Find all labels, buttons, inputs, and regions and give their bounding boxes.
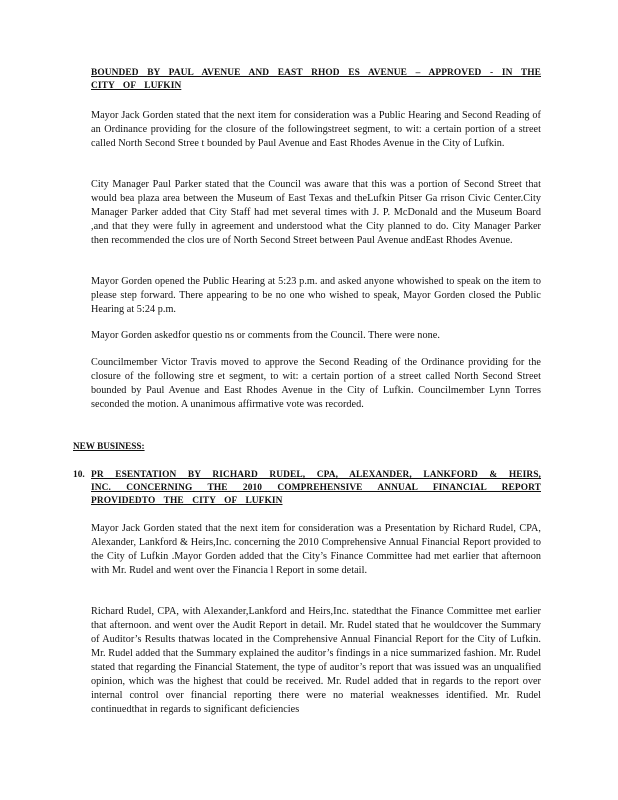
paragraph-rudel-statement: Richard Rudel, CPA, with Alexander,Lankford and Heirs,Inc. statedthat the Finance Committee met earlier that afternoon. and went over the Audit Report in detail. Mr. Rudel stated that he wouldcover the Summary of Auditor’s Results thatwas located in the Comprehensive Annual Financial Report for the City of Lufkin. Mr. Rudel added that the Summary explained the auditor’s findings in a nice summarized fashion. Mr. Rudel stated that regarding the Financial Statement, the type of auditor’s report that was issued was an unqualified opinion, which was the highest that could be received. Mr. Rudel added that in regards to the report over internal control over financial reporting there were no material weaknesses identified. Mr. Rudel continuedthat in regards to significant deficiencies [91, 606, 541, 715]
paragraph-council-questions: Mayor Gorden askedfor questio ns or comments from the Council. There were none. [91, 330, 440, 341]
item10-heading: PR ESENTATION BY RICHARD RUDEL, CPA, ALEXANDER, LANKFORD & HEIRS, INC. CONCERNING THE 2010 COMPREHENSIVE ANNUAL FINANCIAL REPORT PROVIDEDTO THE CITY OF LUFKIN [91, 470, 541, 506]
paragraph-public-hearing: Mayor Gorden opened the Public Hearing at 5:23 p.m. and asked anyone whowished to speak on the item to please step forward. There appearing to be no one who wished to speak, Mayor Gorden closed the Public Hearing at 5:24 p.m. [91, 276, 541, 315]
paragraph-public-hearing-intro: Mayor Jack Gorden stated that the next item for consideration was a Public Hearing and Second Reading of an Ordinance providing for the closure of the followingstreet segment, to wit: a certain portion of a street called North Second Stree t bounded by Paul Avenue and East Rhodes Avenue in the City of Lufkin. [91, 110, 541, 149]
paragraph-presentation-intro: Mayor Jack Gorden stated that the next item for consideration was a Presentation by Richard Rudel, CPA, Alexander, Lankford & Heirs,Inc. concerning the 2010 Comprehensive Annual Financial Report provided to the City of Lufkin .Mayor Gorden added that the City’s Finance Committee had met earlier that afternoon with Mr. Rudel and went over the Financia l Report in some detail. [91, 523, 541, 576]
agenda-item-heading: BOUNDED BY PAUL AVENUE AND EAST RHOD ES AVENUE – APPROVED - IN THE CITY OF LUFKIN [91, 68, 541, 91]
paragraph-motion-vote: Councilmember Victor Travis moved to approve the Second Reading of the Ordinance providing for the closure of the following stre et segment, to wit: a certain portion of a street called North Second Street bounded by Paul Avenue and East Rhodes Avenue in the City of Lufkin. Councilmember Lynn Torres seconded the motion. A unanimous affirmative vote was recorded. [91, 357, 541, 410]
new-business-heading: NEW BUSINESS: [73, 441, 145, 451]
paragraph-city-manager-statement: City Manager Paul Parker stated that the Council was aware that this was a portion of Second Street that would bea plaza area between the Museum of East Texas and theLufkin Pitser Ga rrison Civic Center.City Manager Parker added that City Staff had met several times with J. P. McDonald and the Museum Board ,and that they were fully in agreement and understood what the City planned to do. City Manager Parker then recommended the clos ure of North Second Street between Paul Avenue andEast Rhodes Avenue. [91, 179, 541, 246]
item-number: 10. [73, 470, 85, 480]
